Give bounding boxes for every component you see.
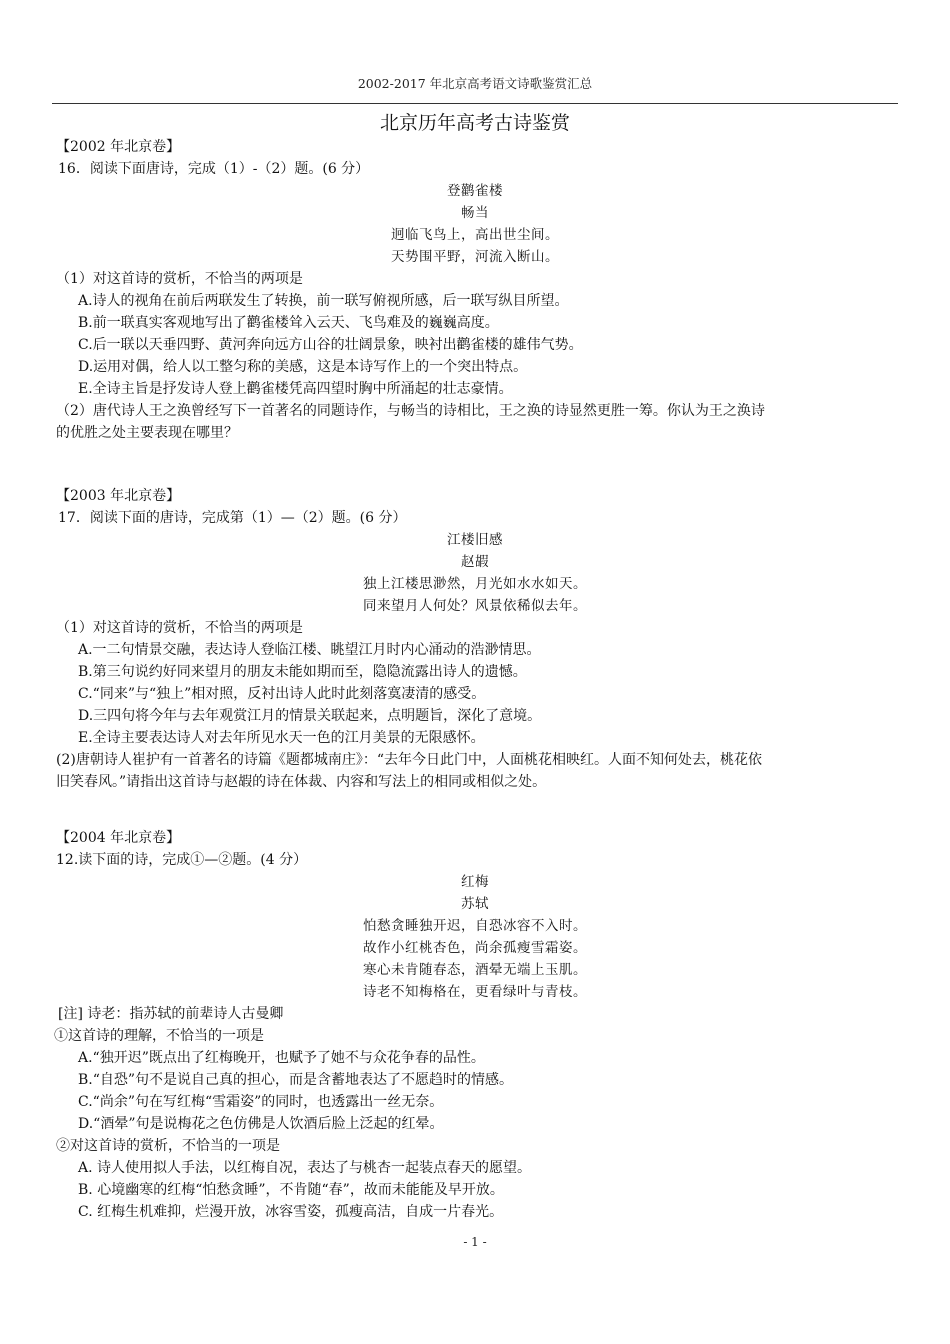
- footnote-2004: [注] 诗老：指苏轼的前辈诗人古曼卿: [58, 1006, 284, 1022]
- option-item: D.“酒晕”句是说梅花之色仿佛是人饮酒后脸上泛起的红晕。: [78, 1116, 444, 1132]
- poem-line: 迥临飞鸟上，高出世尘间。: [391, 227, 559, 243]
- subquestion-2-2003-cont: 旧笑春风。”请指出这首诗与赵嘏的诗在体裁、内容和写法上的相同或相似之处。: [56, 774, 547, 790]
- option-item: B.前一联真实客观地写出了鹳雀楼耸入云天、飞鸟难及的巍巍高度。: [78, 315, 499, 331]
- poem-author-2004: 苏轼: [461, 896, 489, 912]
- option-item: E.全诗主要表达诗人对去年所见水天一色的江月美景的无限感怀。: [78, 730, 485, 746]
- subquestion-2-2002-cont: 的优胜之处主要表现在哪里？: [56, 425, 238, 441]
- poem-line: 故作小红桃杏色，尚余孤瘦雪霜姿。: [363, 940, 587, 956]
- poem-line: 同来望月人何处？风景依稀似去年。: [363, 598, 587, 614]
- option-item: B. 心境幽寒的红梅“怕愁贪睡”，不肯随“春”，故而未能能及早开放。: [78, 1182, 504, 1198]
- poem-line: 独上江楼思渺然，月光如水水如天。: [363, 576, 587, 592]
- option-item: A. 诗人使用拟人手法，以红梅自况，表达了与桃杏一起装点春天的愿望。: [78, 1160, 532, 1176]
- poem-author-2002: 畅当: [461, 205, 489, 221]
- option-item: C.后一联以天垂四野、黄河奔向远方山谷的壮阔景象，映衬出鹳雀楼的雄伟气势。: [78, 337, 583, 353]
- poem-line: 天势围平野，河流入断山。: [391, 249, 559, 265]
- option-item: A.“独开迟”既点出了红梅晚开，也赋予了她不与众花争春的品性。: [78, 1050, 485, 1066]
- poem-title-2002: 登鹳雀楼: [447, 183, 503, 199]
- section-heading-2004: 【2004 年北京卷】: [56, 830, 181, 846]
- poem-line: 诗老不知梅格在，更看绿叶与青枝。: [363, 984, 587, 1000]
- subquestion-1-2003: （1）对这首诗的赏析，不恰当的两项是: [56, 620, 303, 636]
- subquestion-2-2004: ②对这首诗的赏析，不恰当的一项是: [56, 1138, 280, 1154]
- option-item: A.诗人的视角在前后两联发生了转换，前一联写俯视所感，后一联写纵目所望。: [78, 293, 569, 309]
- header-rule: [52, 103, 898, 104]
- subquestion-1-2004: ①这首诗的理解，不恰当的一项是: [54, 1028, 264, 1044]
- subquestion-2-2002: （2）唐代诗人王之涣曾经写下一首著名的同题诗作，与畅当的诗相比，王之涣的诗显然更胜一筹。你认为王之涣诗: [56, 403, 765, 419]
- option-item: B.“自恐”句不是说自己真的担心，而是含蓄地表达了不愿趋时的情感。: [78, 1072, 514, 1088]
- option-item: D.运用对偶，给人以工整匀称的美感，这是本诗写作上的一个突出特点。: [78, 359, 528, 375]
- question-2004: 12.读下面的诗，完成①—②题。(4 分）: [56, 852, 308, 868]
- option-item: E.全诗主旨是抒发诗人登上鹳雀楼凭高四望时胸中所涌起的壮志豪情。: [78, 381, 513, 397]
- option-item: A.一二句情景交融，表达诗人登临江楼、眺望江月时内心涌动的浩渺情思。: [78, 642, 541, 658]
- question-2002: 16．阅读下面唐诗，完成（1）-（2）题。(6 分）: [58, 161, 370, 177]
- poem-line: 寒心未肯随春态，酒晕无端上玉肌。: [363, 962, 587, 978]
- option-item: C.“同来”与“独上”相对照，反衬出诗人此时此刻落寞凄清的感受。: [78, 686, 486, 702]
- subquestion-1-2002: （1）对这首诗的赏析，不恰当的两项是: [56, 271, 303, 287]
- section-heading-2002: 【2002 年北京卷】: [56, 139, 181, 155]
- poem-author-2003: 赵嘏: [461, 554, 489, 570]
- poem-title-2003: 江楼旧感: [447, 532, 503, 548]
- running-header: 2002-2017 年北京高考语文诗歌鉴赏汇总: [357, 76, 593, 91]
- page-number: - 1 -: [463, 1235, 487, 1249]
- option-item: C.“尚余”句在写红梅“雪霜姿”的同时，也透露出一丝无奈。: [78, 1094, 444, 1110]
- page-title: 北京历年高考古诗鉴赏: [379, 112, 570, 134]
- subquestion-2-2003: (2)唐朝诗人崔护有一首著名的诗篇《题都城南庄》：“去年今日此门中，人面桃花相映红。人面不知何处去，桃花依: [56, 752, 762, 768]
- option-item: B.第三句说约好同来望月的朋友未能如期而至，隐隐流露出诗人的遗憾。: [78, 664, 527, 680]
- section-heading-2003: 【2003 年北京卷】: [56, 488, 181, 504]
- option-item: C. 红梅生机难抑，烂漫开放，冰容雪姿，孤瘦高洁，自成一片春光。: [78, 1204, 504, 1220]
- poem-line: 怕愁贪睡独开迟，自恐冰容不入时。: [363, 918, 587, 934]
- question-2003: 17．阅读下面的唐诗，完成第（1）—（2）题。(6 分）: [58, 510, 407, 526]
- option-item: D.三四句将今年与去年观赏江月的情景关联起来，点明题旨，深化了意境。: [78, 708, 542, 724]
- poem-title-2004: 红梅: [461, 874, 489, 890]
